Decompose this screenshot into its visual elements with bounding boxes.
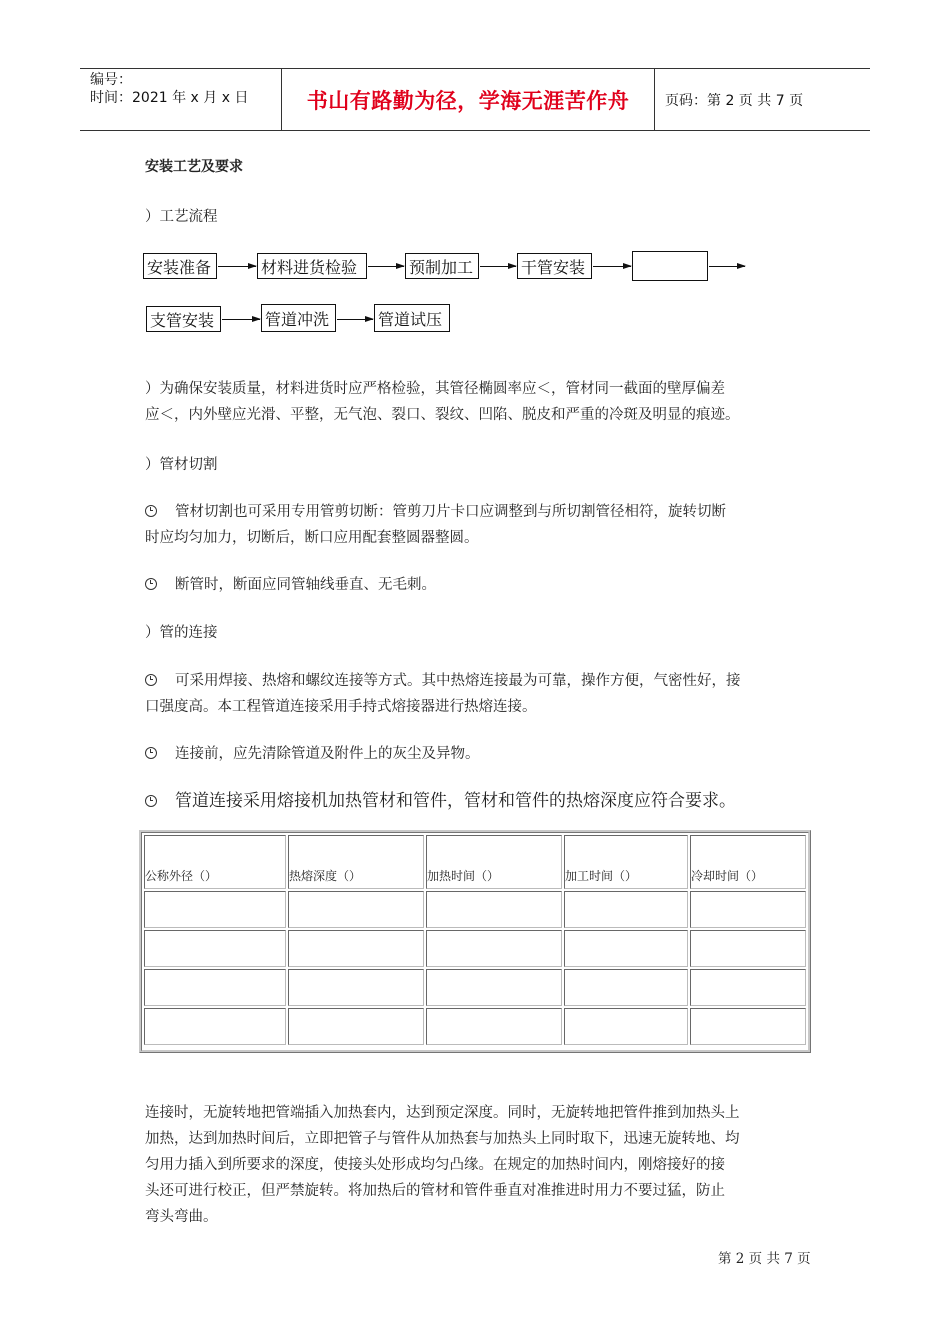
table-cell	[564, 930, 688, 967]
quality-paragraph-line1: ）为确保安装质量，材料进货时应严格检验，其管径椭圆率应＜，管材同一截面的壁厚偏差	[145, 381, 725, 397]
cutting-item-1-cont: 时应均匀加力，切断后，断口应用配套整圆器整圆。	[145, 530, 479, 546]
fusion-parameter-table	[139, 830, 811, 1053]
flow-arrow	[218, 266, 256, 267]
flow-arrow	[337, 319, 373, 320]
flow-arrow	[368, 266, 404, 267]
quality-paragraph-line2: 应＜，内外壁应光滑、平整，无气泡、裂口、裂纹、凹陷、脱皮和严重的冷斑及明显的痕迹。	[145, 407, 740, 423]
table-cell	[144, 891, 286, 928]
flow-arrow	[593, 266, 631, 267]
table-cell	[426, 891, 562, 928]
table-cell	[288, 891, 424, 928]
table-cell	[426, 969, 562, 1006]
table-cell	[288, 1008, 424, 1045]
header-page-number: 页码：第 2 页 共 7 页	[665, 92, 804, 109]
connect-heading: ）管的连接	[145, 625, 218, 641]
table-cell	[144, 1008, 286, 1045]
section-title: 安装工艺及要求	[145, 159, 243, 175]
table-row	[144, 891, 806, 928]
table-cell	[690, 969, 806, 1006]
table-cell	[690, 930, 806, 967]
table-cell	[564, 891, 688, 928]
table-cell	[144, 930, 286, 967]
table-row	[144, 930, 806, 967]
flow-step-inspection: 材料进货检验	[257, 253, 367, 279]
flow-step-blank	[632, 251, 708, 281]
flow-step-branch-pipe: 支管安装	[146, 306, 221, 332]
table-header-cell: 加工时间（）	[564, 835, 688, 889]
cutting-item-1: 管材切割也可采用专用管剪切断：管剪刀片卡口应调整到与所切割管径相符，旋转切断	[145, 499, 726, 525]
table-header-cell: 公称外径（）	[144, 835, 286, 889]
table-cell	[564, 969, 688, 1006]
flow-step-flushing: 管道冲洗	[261, 304, 336, 332]
clock-bullet-icon	[145, 674, 157, 686]
table-cell	[144, 969, 286, 1006]
table-cell	[426, 1008, 562, 1045]
page-footer: 第 2 页 共 7 页	[718, 1251, 811, 1267]
closing-line: 加热，达到加热时间后，立即把管子与管件从加热套与加热头上同时取下，迅速无旋转地、均	[145, 1131, 740, 1147]
flow-step-prefab: 预制加工	[405, 253, 479, 279]
clock-bullet-icon	[145, 747, 157, 759]
header-divider	[654, 69, 655, 130]
flow-step-main-pipe: 干管安装	[517, 253, 592, 279]
cutting-heading: ）管材切割	[145, 457, 218, 473]
cutting-item-2: 断管时，断面应同管轴线垂直、无毛刺。	[145, 572, 436, 598]
connect-item-2: 连接前，应先清除管道及附件上的灰尘及异物。	[145, 741, 480, 767]
table-cell	[288, 969, 424, 1006]
flow-step-prepare: 安装准备	[143, 253, 217, 279]
closing-line: 匀用力插入到所要求的深度，使接头处形成均匀凸缘。在规定的加热时间内，刚熔接好的接	[145, 1157, 725, 1173]
connect-item-1: 可采用焊接、热熔和螺纹连接等方式。其中热熔连接最为可靠，操作方便，气密性好，接	[145, 668, 741, 694]
table-cell	[288, 930, 424, 967]
table-header-cell: 加热时间（）	[426, 835, 562, 889]
flow-arrow	[709, 266, 745, 267]
table-row	[144, 969, 806, 1006]
table-header-cell: 热熔深度（）	[288, 835, 424, 889]
header-motto: 书山有路勤为径，学海无涯苦作舟	[306, 88, 630, 113]
header-meta	[90, 71, 248, 107]
table-row	[144, 1008, 806, 1045]
table-header-cell: 冷却时间（）	[690, 835, 806, 889]
clock-bullet-icon	[145, 505, 157, 517]
flow-arrow	[222, 319, 260, 320]
table-cell	[690, 891, 806, 928]
table-cell	[426, 930, 562, 967]
table-cell	[564, 1008, 688, 1045]
clock-bullet-icon	[145, 578, 157, 590]
document-date-label: 时间：2021 年 x 月 x 日	[90, 90, 249, 106]
process-heading: ）工艺流程	[145, 209, 218, 225]
closing-line: 弯头弯曲。	[145, 1209, 218, 1225]
clock-bullet-icon	[145, 795, 157, 807]
page-header	[80, 68, 870, 131]
table-header-row	[144, 835, 806, 889]
connect-item-1-cont: 口强度高。本工程管道连接采用手持式熔接器进行热熔连接。	[145, 699, 537, 715]
document-number-label: 编号：	[90, 72, 132, 88]
closing-line: 连接时，无旋转地把管端插入加热套内，达到预定深度。同时，无旋转地把管件推到加热头上	[145, 1105, 740, 1121]
connect-item-3: 管道连接采用熔接机加热管材和管件，管材和管件的热熔深度应符合要求。	[145, 788, 736, 814]
flow-arrow	[480, 266, 516, 267]
flow-step-pressure-test: 管道试压	[374, 304, 450, 332]
table-cell	[690, 1008, 806, 1045]
closing-line: 头还可进行校正，但严禁旋转。将加热后的管材和管件垂直对准推进时用力不要过猛，防止	[145, 1183, 725, 1199]
